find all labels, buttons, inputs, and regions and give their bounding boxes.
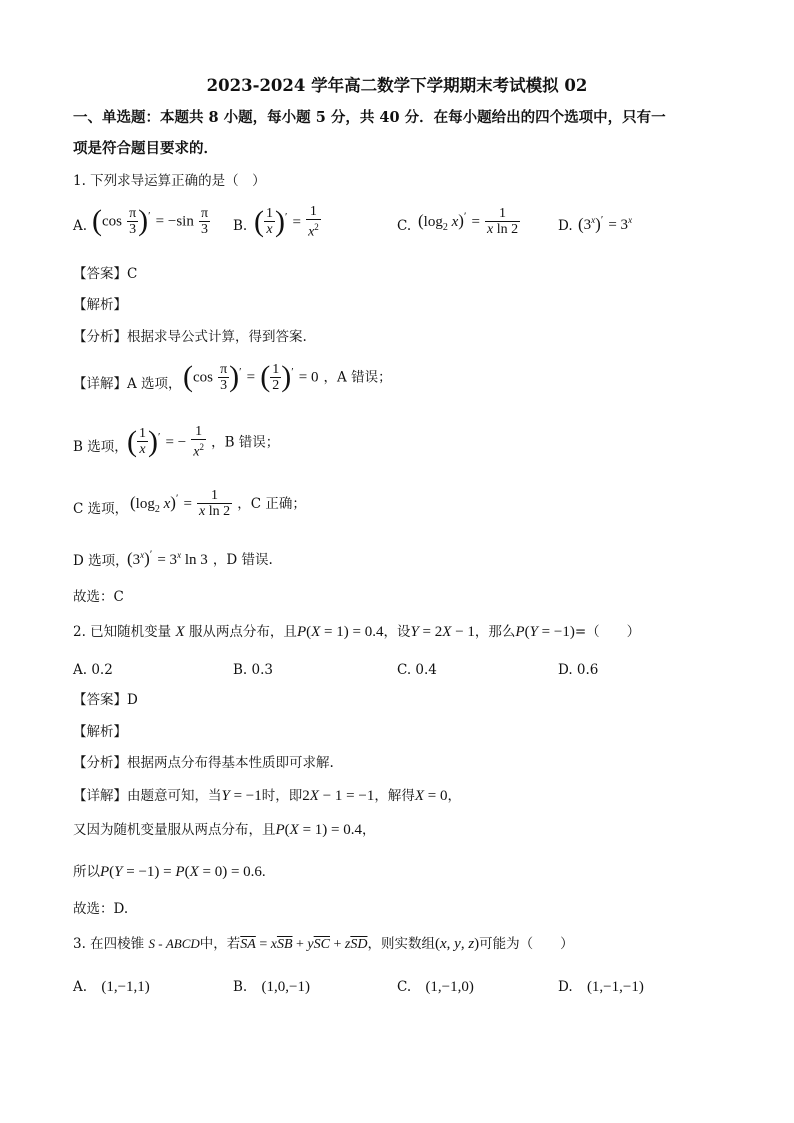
q2-detail-line2: 又因为随机变量服从两点分布，且P(X = 1) = 0.4，: [73, 822, 376, 838]
q3-option-b-value: (1,0,−1): [261, 979, 310, 995]
q1-stem: 1. 下列求导运算正确的是（ ）: [73, 173, 266, 189]
q2-stem-part-e: =（ ）: [574, 624, 641, 640]
q1-option-d-formula: $(3^x)' = 3^x$: [578, 214, 633, 234]
q2-option-a: A. 0.2: [73, 662, 113, 678]
q2-detail-line3: 所以P(Y = −1) = P(X = 0) = 0.6.: [73, 864, 266, 880]
q1-option-c: [397, 216, 411, 236]
q2-option-c: C. 0.4: [397, 662, 437, 678]
q3-option-a: [73, 977, 150, 997]
q3-option-d: [558, 977, 644, 997]
q1-detail-c: [73, 499, 128, 519]
q1-detail-c-prefix: C 选项，: [73, 501, 129, 517]
q1-option-d-label: D.: [558, 218, 573, 234]
q1-detail-d-formula: $(3^x)' = 3^x$ ln 3 ，D 错误.: [127, 548, 273, 568]
q2-stem: 2. 已知随机变量 X 服从两点分布，且P(X = 1) = 0.4，设Y = 2X − 1，那么P(Y = −1)=（ ）: [73, 624, 641, 640]
q1-detail-a: [73, 374, 182, 394]
q3-stem: 3. 在四棱锥 S - ABCD中，若$\overline{SA} = x\overline{SB} + y\overline{SC} + z\overline{SD}$，则实数组(x, y, z)可能为（ ）: [73, 936, 574, 952]
q2-line2-part-a: 又因为随机变量服从两点分布，且: [73, 822, 276, 838]
q1-detail-d-suffix: ，D 错误.: [212, 552, 273, 568]
q2-detail-part-d: ，: [447, 788, 461, 804]
q1-detail-d-prefix: D 选项，: [73, 553, 129, 569]
section-heading-line2: 项是符合题目要求的．: [73, 140, 218, 157]
q1-detail-a-suffix: ，A 错误；: [323, 369, 392, 386]
q3-option-a-value: (1,−1,1): [101, 979, 150, 995]
q1-conclusion: 故选：C: [73, 589, 124, 605]
q1-detail-d: [73, 551, 129, 571]
q2-stem-part-c: ，设: [383, 624, 411, 640]
q3-option-c-value: (1,−1,0): [425, 979, 474, 995]
q1-option-b-formula: ( $\frac{1}{x}$ )′ = $\frac{1}{x^2}$: [254, 204, 319, 240]
q2-detail-part-a: 【详解】由题意可知，当: [73, 788, 222, 804]
q1-answer: 【答案】C: [73, 266, 138, 282]
q2-stem-part-a: 2. 已知随机变量: [73, 624, 172, 640]
q2-stem-part-d: ，那么: [474, 624, 516, 640]
q3-option-b-label: B.: [233, 979, 248, 995]
q1-detail-a-formula: (cos $\frac{\pi}{3}$ )′ = ( $\frac{1}{2}$ )′ = 0 ，A 错误；: [183, 360, 392, 393]
page-title: 2023-2024 学年高二数学下学期期末考试模拟 02: [206, 76, 588, 95]
q1-option-b: [233, 216, 247, 236]
q1-option-a-formula: (cos $\frac{\pi}{3}$ )′ = −sin $\frac{\pi}{3}$: [92, 204, 209, 237]
q3-option-b: [233, 977, 310, 997]
q2-analysis: 【分析】根据两点分布得基本性质即可求解.: [73, 755, 334, 771]
q2-option-d: D. 0.6: [558, 662, 599, 678]
q1-option-b-label: B.: [233, 218, 248, 234]
q1-detail-b-formula: ( $\frac{1}{x}$ )′ = − $\frac{1}{x^2}$ ，B 错误；: [127, 424, 280, 460]
q2-detail-part-b: 时，即: [261, 788, 303, 804]
q3-option-d-label: D.: [558, 979, 573, 995]
q3-stem-part-d: 可能为（ ）: [479, 936, 574, 952]
q2-conclusion: 故选：D.: [73, 901, 129, 917]
q1-analysis: 【分析】根据求导公式计算，得到答案.: [73, 329, 307, 345]
q2-detail-part-c: ，解得: [374, 788, 415, 804]
q1-detail-b: [73, 437, 128, 457]
q2-detail-line1: 【详解】由题意可知，当Y = −1时，即2X − 1 = −1，解得X = 0，: [73, 788, 461, 804]
q3-stem-part-a: 3. 在四棱锥: [73, 936, 145, 952]
q1-detail-b-prefix: B 选项，: [73, 439, 128, 455]
q3-option-a-label: A.: [73, 979, 88, 995]
q2-analysis-head: 【解析】: [73, 724, 127, 740]
q1-option-c-formula: ($\log_2$ x)′ = $\frac{1}{\text{x ln 2}}$: [418, 206, 519, 237]
q1-option-c-label: C.: [397, 218, 412, 234]
q1-detail-c-formula: ($\log_2$ x)′ = $\frac{1}{\text{x ln 2}}$ ，C 正确；: [130, 488, 306, 519]
q3-option-d-value: (1,−1,−1): [586, 979, 644, 995]
section-heading-line1: 一、单选题：本题共 8 小题，每小题 5 分，共 40 分．在每小题给出的四个选项中，只有一: [73, 109, 666, 126]
q1-analysis-head: 【解析】: [73, 297, 127, 313]
q2-answer: 【答案】D: [73, 692, 138, 708]
q1-option-a: [73, 216, 87, 236]
q1-detail-b-suffix: ，B 错误；: [211, 434, 280, 451]
q3-option-c-label: C.: [397, 979, 412, 995]
q2-line2-part-b: ，: [362, 822, 376, 838]
q1-option-a-label: A.: [73, 218, 88, 234]
q3-stem-part-b: 中，若: [199, 936, 241, 952]
q1-detail-c-suffix: ，C 正确；: [237, 496, 306, 512]
q3-option-c: [397, 977, 474, 997]
q1-option-d: [558, 216, 573, 236]
q1-detail-a-prefix: 【详解】A 选项，: [73, 376, 182, 392]
q2-line3-part-a: 所以: [73, 864, 100, 880]
q2-stem-part-b: 服从两点分布，且: [188, 624, 297, 640]
q2-option-b: B. 0.3: [233, 662, 273, 678]
q3-stem-part-c: ，则实数组: [367, 936, 435, 952]
